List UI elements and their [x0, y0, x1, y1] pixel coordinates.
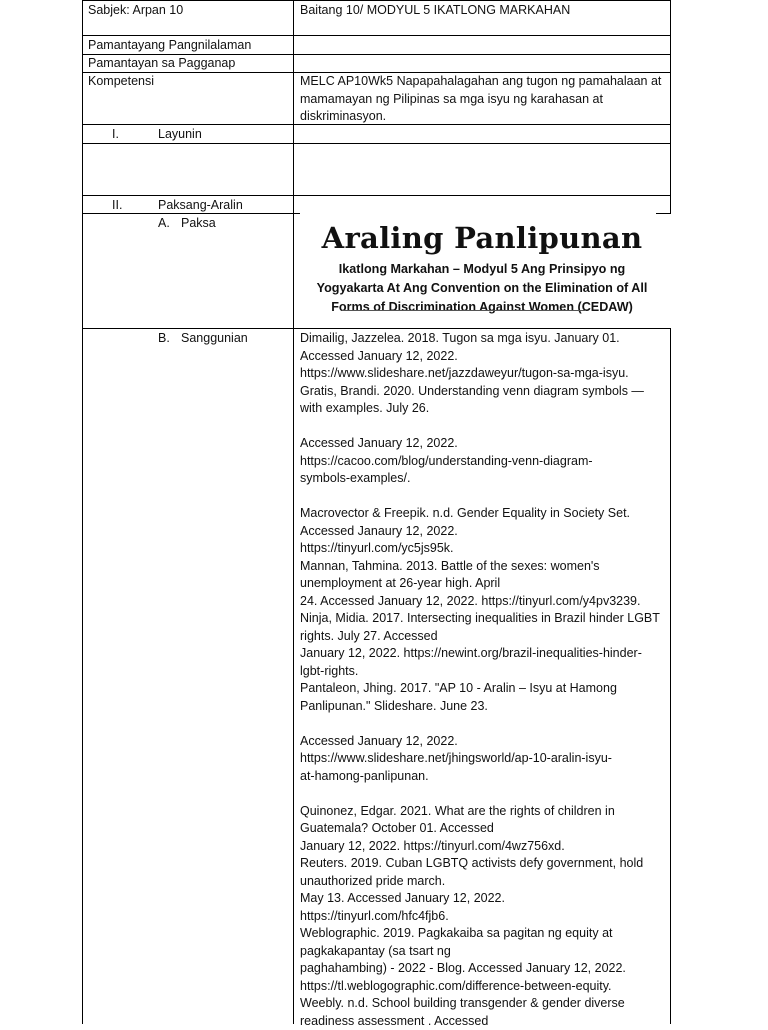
- reference-line: https://www.slideshare.net/jhingsworld/ap-10-aralin-isyu-: [300, 750, 666, 768]
- reference-line: Dimailig, Jazzelea. 2018. Tugon sa mga isyu. January 01.: [300, 330, 666, 348]
- banner-subtitle-line: Yogyakarta At Ang Convention on the Elimination of All: [296, 279, 668, 298]
- reference-line: Mannan, Tahmina. 2013. Battle of the sexes: women's: [300, 558, 666, 576]
- reference-line: Weebly. n.d. School building transgender & gender diverse: [300, 995, 666, 1013]
- reference-line: Accessed Janaury 12, 2022.: [300, 523, 666, 541]
- reference-line: Ninja, Midia. 2017. Intersecting inequalities in Brazil hinder LGBT: [300, 610, 666, 628]
- objectives-number: I.: [112, 126, 119, 144]
- row-divider: [82, 195, 671, 196]
- subject-label: Sabjek: Arpan 10: [88, 2, 183, 20]
- reference-line: Accessed January 12, 2022.: [300, 348, 666, 366]
- reference-line: Accessed January 12, 2022.: [300, 733, 666, 751]
- reference-line: https://tl.weblogographic.com/difference-between-equity.: [300, 978, 666, 996]
- reference-line: https://tinyurl.com/yc5js95k.: [300, 540, 666, 558]
- competency-label: Kompetensi: [88, 73, 154, 91]
- references-label: Sanggunian: [181, 330, 248, 348]
- competency-text-line: diskriminasyon.: [300, 108, 386, 126]
- banner-title: Araling Panlipunan: [294, 220, 670, 256]
- reference-line: Weblographic. 2019. Pagkakaiba sa pagitan ng equity at: [300, 925, 666, 943]
- subject-matter-number: II.: [112, 197, 122, 215]
- reference-line: Panlipunan." Slideshare. June 23.: [300, 698, 666, 716]
- table-top-border: [82, 0, 671, 1]
- reference-line: symbols-examples/.: [300, 470, 666, 488]
- reference-line: May 13. Accessed January 12, 2022.: [300, 890, 666, 908]
- reference-line: paghahambing) - 2022 - Blog. Accessed January 12, 2022.: [300, 960, 666, 978]
- table-column-divider: [293, 0, 294, 1024]
- reference-spacer: [300, 488, 666, 506]
- content-standard-label: Pamantayang Pangnilalaman: [88, 37, 251, 55]
- table-right-border: [670, 0, 671, 214]
- reference-line: Reuters. 2019. Cuban LGBTQ activists defy government, hold: [300, 855, 666, 873]
- reference-spacer: [300, 785, 666, 803]
- reference-line: January 12, 2022. https://newint.org/brazil-inequalities-hinder-: [300, 645, 666, 663]
- topic-letter: A.: [158, 215, 170, 233]
- banner-underline: [342, 310, 586, 311]
- table-left-border: [82, 0, 83, 1024]
- banner-subtitle-line: Forms of Discrimination Against Women (CEDAW): [296, 298, 668, 317]
- reference-line: rights. July 27. Accessed: [300, 628, 666, 646]
- reference-line: with examples. July 26.: [300, 400, 666, 418]
- row-divider: [82, 35, 671, 36]
- table-right-border-lower: [670, 328, 671, 1024]
- grade-module-label: Baitang 10/ MODYUL 5 IKATLONG MARKAHAN: [300, 2, 570, 20]
- reference-line: Quinonez, Edgar. 2021. What are the rights of children in: [300, 803, 666, 821]
- competency-text-line: MELC AP10Wk5 Napapahalagahan ang tugon ng pamahalaan at: [300, 73, 661, 91]
- competency-text-line: mamamayan ng Pilipinas sa mga isyu ng karahasan at: [300, 91, 603, 109]
- reference-line: pagkakapantay (sa tsart ng: [300, 943, 666, 961]
- reference-line: Macrovector & Freepik. n.d. Gender Equality in Society Set.: [300, 505, 666, 523]
- subject-matter-label: Paksang-Aralin: [158, 197, 243, 215]
- reference-line: lgbt-rights.: [300, 663, 666, 681]
- reference-line: January 12, 2022. https://tinyurl.com/4wz756xd.: [300, 838, 666, 856]
- reference-spacer: [300, 715, 666, 733]
- reference-line: readiness assessment . Accessed: [300, 1013, 666, 1030]
- banner-subtitle: [296, 260, 668, 317]
- reference-spacer: [300, 418, 666, 436]
- reference-line: Accessed January 12, 2022.: [300, 435, 666, 453]
- reference-line: Gratis, Brandi. 2020. Understanding venn diagram symbols —: [300, 383, 666, 401]
- reference-line: https://www.slideshare.net/jazzdaweyur/tugon-sa-mga-isyu.: [300, 365, 666, 383]
- row-divider: [656, 213, 671, 214]
- references-list: [300, 330, 666, 1030]
- reference-line: https://cacoo.com/blog/understanding-venn-diagram-: [300, 453, 666, 471]
- topic-label: Paksa: [181, 215, 216, 233]
- objectives-label: Layunin: [158, 126, 202, 144]
- reference-line: Guatemala? October 01. Accessed: [300, 820, 666, 838]
- performance-standard-label: Pamantayan sa Pagganap: [88, 55, 235, 73]
- row-divider: [82, 328, 671, 329]
- reference-line: Pantaleon, Jhing. 2017. "AP 10 - Aralin – Isyu at Hamong: [300, 680, 666, 698]
- reference-line: unemployment at 26-year high. April: [300, 575, 666, 593]
- reference-line: unauthorized pride march.: [300, 873, 666, 891]
- banner-subtitle-line: Ikatlong Markahan – Modyul 5 Ang Prinsipyo ng: [296, 260, 668, 279]
- reference-line: https://tinyurl.com/hfc4fjb6.: [300, 908, 666, 926]
- reference-line: at-hamong-panlipunan.: [300, 768, 666, 786]
- references-letter: B.: [158, 330, 170, 348]
- reference-line: 24. Accessed January 12, 2022. https://tinyurl.com/y4pv3239.: [300, 593, 666, 611]
